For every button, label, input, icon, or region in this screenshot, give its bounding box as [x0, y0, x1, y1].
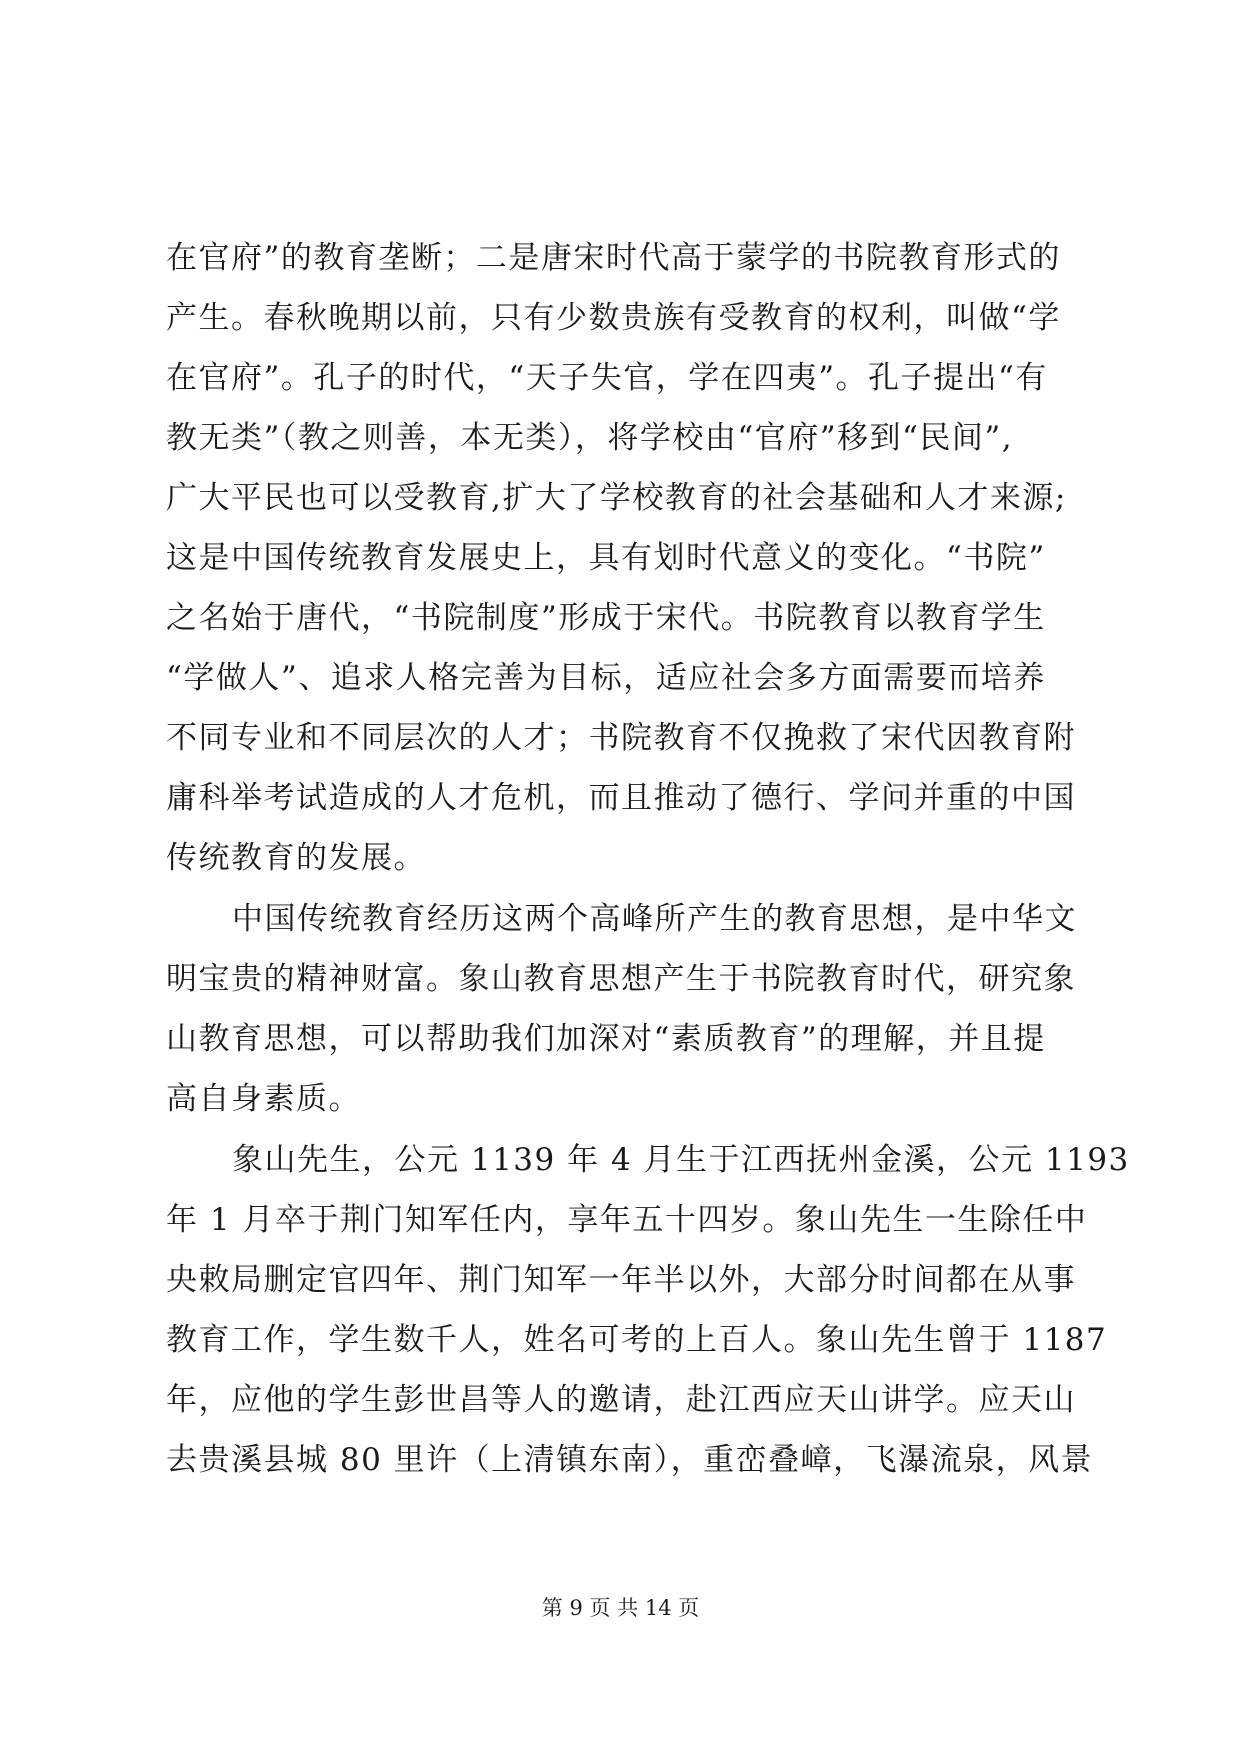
paragraph-1-line-4: 教无类”（教之则善，本无类），将学校由“官府”移到“民间”, [166, 420, 1014, 456]
paragraph-1-line-8: “学做人”、追求人格完善为目标，适应社会多方面需要而培养 [166, 660, 1046, 696]
page-footer [0, 1592, 1241, 1622]
paragraph-1-line-5: 广大平民也可以受教育,扩大了学校教育的社会基础和人才来源; [166, 480, 1067, 516]
paragraph-3-line-5: 年，应他的学生彭世昌等人的邀请，赴江西应天山讲学。应天山 [166, 1382, 1076, 1418]
paragraph-1-line-11: 传统教育的发展。 [166, 840, 426, 876]
paragraph-2-line-3: 山教育思想，可以帮助我们加深对“素质教育”的理解，并且提 [166, 1021, 1046, 1057]
paragraph-2-line-4: 高自身素质。 [166, 1081, 361, 1117]
paragraph-2-line-1: 中国传统教育经历这两个高峰所产生的教育思想，是中华文 [232, 901, 1077, 937]
paragraph-1-line-1: 在官府”的教育垄断；二是唐宋时代高于蒙学的书院教育形式的 [166, 240, 1061, 276]
paragraph-3-line-4: 教育工作，学生数千人，姓名可考的上百人。象山先生曾于 1187 [166, 1322, 1108, 1358]
page-number-label: 第 9 页 共 14 页 [541, 1596, 700, 1620]
paragraph-1-line-6: 这是中国传统教育发展史上，具有划时代意义的变化。“书院” [166, 540, 1046, 576]
paragraph-1-line-7: 之名始于唐代，“书院制度”形成于宋代。书院教育以教育学生 [166, 600, 1046, 636]
paragraph-1-line-9: 不同专业和不同层次的人才；书院教育不仅挽救了宋代因教育附 [166, 720, 1076, 756]
paragraph-3-line-6: 去贵溪县城 80 里许（上清镇东南），重峦叠嶂，飞瀑流泉，风景 [166, 1442, 1094, 1478]
body-text [166, 228, 1130, 1490]
paragraph-2-line-2: 明宝贵的精神财富。象山教育思想产生于书院教育时代，研究象 [166, 961, 1076, 997]
paragraph-1-line-2: 产生。春秋晚期以前，只有少数贵族有受教育的权利，叫做“学 [166, 300, 1061, 336]
paragraph-1-line-3: 在官府”。孔子的时代，“天子失官，学在四夷”。孔子提出“有 [166, 360, 1048, 396]
paragraph-3-line-3: 央敕局删定官四年、荆门知军一年半以外，大部分时间都在从事 [166, 1262, 1076, 1298]
paragraph-1-line-10: 庸科举考试造成的人才危机，而且推动了德行、学问并重的中国 [166, 780, 1076, 816]
paragraph-3-line-1: 象山先生，公元 1139 年 4 月生于江西抚州金溪，公元 1193 [232, 1142, 1130, 1178]
paragraph-3-line-2: 年 1 月卒于荆门知军任内，享年五十四岁。象山先生一生除任中 [166, 1202, 1088, 1238]
